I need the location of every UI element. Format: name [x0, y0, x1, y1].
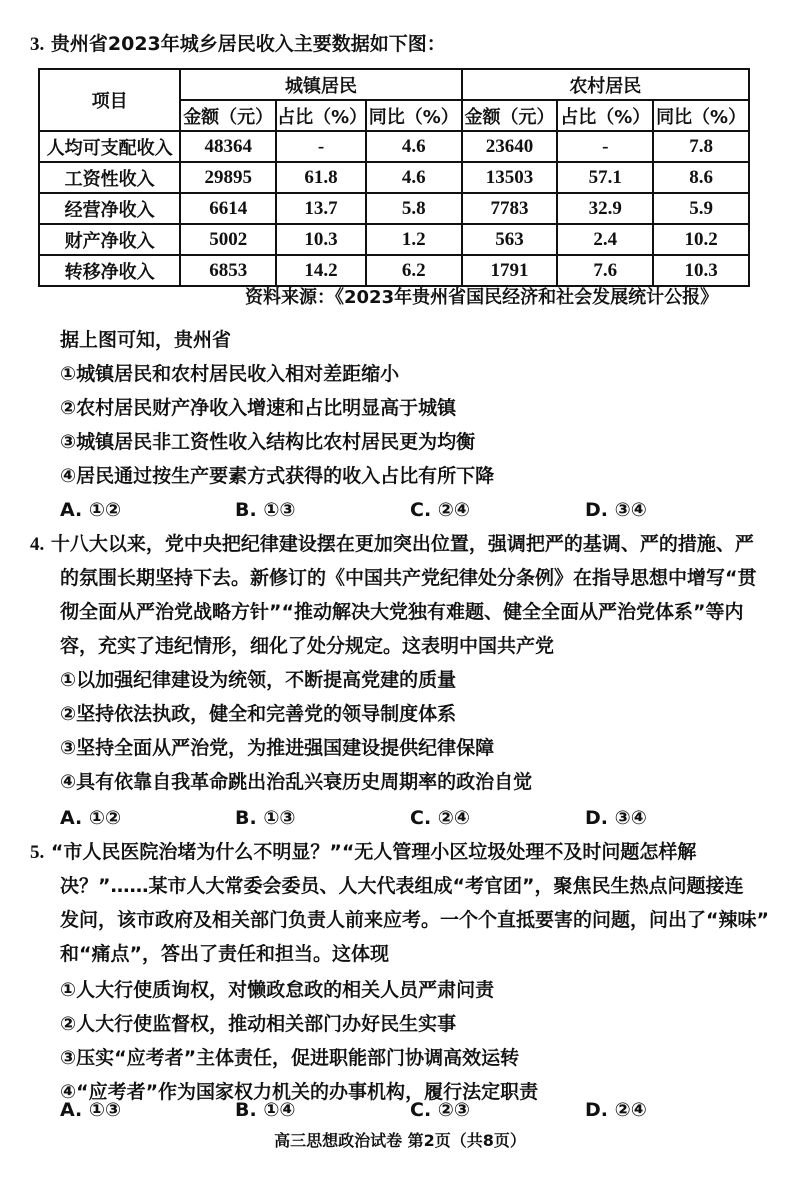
row-label: 经营净收入	[39, 193, 180, 224]
q5-stem-line: 发问，该市政府及相关部门负责人前来应考。一个个直抵要害的问题，问出了“辣味”	[60, 909, 769, 931]
statement: ①城镇居民和农村居民收入相对差距缩小	[60, 363, 400, 385]
q4-stem-line-1	[30, 532, 754, 557]
table-cell: 4.6	[366, 162, 462, 193]
table-header-urban: 城镇居民	[180, 69, 461, 100]
table-row	[39, 224, 749, 255]
table-cell: 5.8	[366, 193, 462, 224]
statement: ①以加强纪律建设为统领，不断提高党建的质量	[60, 669, 457, 691]
table-cell: 563	[462, 224, 558, 255]
table-cell: 2.4	[557, 224, 653, 255]
q4-options	[60, 806, 760, 830]
table-cell: -	[557, 131, 653, 162]
table-cell: 7.6	[557, 255, 653, 286]
statement: ②农村居民财产净收入增速和占比明显高于城镇	[60, 397, 457, 419]
q5-stem-text: “市人民医院治堵为什么不明显？”“无人管理小区垃圾处理不及时问题怎样解	[50, 841, 697, 863]
statement: ③城镇居民非工资性收入结构比农村居民更为均衡	[60, 431, 476, 453]
option-a[interactable]: A. ①②	[60, 499, 122, 521]
statement: ④“应考者”作为国家权力机关的办事机构，履行法定职责	[60, 1081, 539, 1103]
option-d[interactable]: D. ②④	[585, 1099, 647, 1121]
table-row	[39, 255, 749, 286]
statement: ③坚持全面从严治党，为推进强国建设提供纪律保障	[60, 737, 495, 759]
row-label: 财产净收入	[39, 224, 180, 255]
sub-header: 占比（%）	[557, 100, 653, 131]
q5-stem-line-1	[30, 840, 696, 865]
table-cell: 14.2	[276, 255, 366, 286]
table-cell: 8.6	[653, 162, 749, 193]
q5-stem-line: 决？”……某市人大常委会委员、人大代表组成“考官团”，聚焦民生热点问题接连	[60, 875, 744, 897]
statement: ④居民通过按生产要素方式获得的收入占比有所下降	[60, 465, 495, 487]
table-cell: 1.2	[366, 224, 462, 255]
table-cell: 6853	[180, 255, 276, 286]
option-b[interactable]: B. ①③	[235, 499, 296, 521]
sub-header: 同比（%）	[653, 100, 749, 131]
sub-header: 金额（元）	[180, 100, 276, 131]
q4-stem-line: 容，充实了违纪情形，细化了处分规定。这表明中国共产党	[60, 635, 555, 657]
q5-options	[60, 1098, 760, 1122]
option-b[interactable]: B. ①③	[235, 807, 296, 829]
q3-number: 3.	[30, 34, 45, 55]
statement: ②坚持依法执政，健全和完善党的领导制度体系	[60, 703, 457, 725]
q3-stem	[30, 32, 446, 57]
statement: ②人大行使监督权，推动相关部门办好民生实事	[60, 1013, 457, 1035]
table-cell: 32.9	[557, 193, 653, 224]
table-cell: 13.7	[276, 193, 366, 224]
row-label: 工资性收入	[39, 162, 180, 193]
table-cell: 1791	[462, 255, 558, 286]
q4-number: 4.	[30, 534, 45, 555]
q5-stem-line: 和“痛点”，答出了责任和担当。这体现	[60, 943, 389, 965]
statement: ③压实“应考者”主体责任，促进职能部门协调高效运转	[60, 1047, 520, 1069]
table-cell: 13503	[462, 162, 558, 193]
table-cell: 61.8	[276, 162, 366, 193]
option-c[interactable]: C. ②④	[410, 807, 470, 829]
q3-lead: 据上图可知，贵州省	[60, 329, 232, 351]
q3-options	[60, 498, 760, 522]
income-table	[38, 68, 750, 287]
option-b[interactable]: B. ①④	[235, 1099, 296, 1121]
table-header-item: 项目	[39, 69, 180, 131]
q4-stem-text: 十八大以来，党中央把纪律建设摆在更加突出位置，强调把严的基调、严的措施、严	[50, 533, 754, 555]
q3-stem-text: 贵州省2023年城乡居民收入主要数据如下图：	[50, 33, 446, 55]
sub-header: 同比（%）	[366, 100, 462, 131]
option-c[interactable]: C. ②③	[410, 1099, 470, 1121]
option-a[interactable]: A. ①②	[60, 807, 122, 829]
sub-header: 占比（%）	[276, 100, 366, 131]
table-cell: 29895	[180, 162, 276, 193]
table-cell: 6.2	[366, 255, 462, 286]
table-cell: 7.8	[653, 131, 749, 162]
statement: ①人大行使质询权，对懒政怠政的相关人员严肃问责	[60, 979, 495, 1001]
table-cell: 10.3	[653, 255, 749, 286]
option-a[interactable]: A. ①③	[60, 1099, 122, 1121]
table-cell: 5.9	[653, 193, 749, 224]
table-cell: 10.3	[276, 224, 366, 255]
table-source: 资料来源：《2023年贵州省国民经济和社会发展统计公报》	[245, 287, 719, 308]
table-row	[39, 193, 749, 224]
table-cell: 48364	[180, 131, 276, 162]
statement: ④具有依靠自我革命跳出治乱兴衰历史周期率的政治自觉	[60, 771, 533, 793]
q5-number: 5.	[30, 842, 45, 863]
row-label: 人均可支配收入	[39, 131, 180, 162]
table-row	[39, 162, 749, 193]
sub-header: 金额（元）	[462, 100, 558, 131]
table-cell: 7783	[462, 193, 558, 224]
table-header-rural: 农村居民	[462, 69, 749, 100]
table-cell: 5002	[180, 224, 276, 255]
page-footer: 高三思想政治试卷 第2页（共8页）	[274, 1131, 526, 1150]
table-row	[39, 131, 749, 162]
table-cell: 6614	[180, 193, 276, 224]
q4-stem-line: 的氛围长期坚持下去。新修订的《中国共产党纪律处分条例》在指导思想中增写“贯	[60, 567, 757, 589]
q4-stem-line: 彻全面从严治党战略方针”“推动解决大党独有难题、健全全面从严治党体系”等内	[60, 601, 744, 623]
table-cell: 10.2	[653, 224, 749, 255]
option-d[interactable]: D. ③④	[585, 807, 647, 829]
table-cell: 57.1	[557, 162, 653, 193]
table-cell: 23640	[462, 131, 558, 162]
row-label: 转移净收入	[39, 255, 180, 286]
option-c[interactable]: C. ②④	[410, 499, 470, 521]
table-cell: 4.6	[366, 131, 462, 162]
option-d[interactable]: D. ③④	[585, 499, 647, 521]
table-cell: -	[276, 131, 366, 162]
